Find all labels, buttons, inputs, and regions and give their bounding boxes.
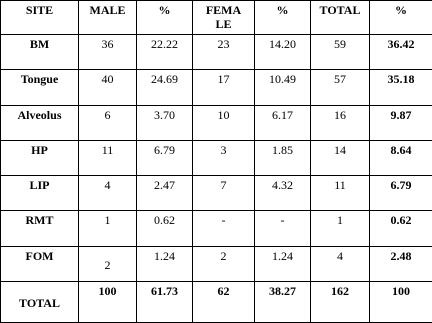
total-female-pct: 38.27 [255, 282, 311, 323]
header-female-part2: LE [215, 17, 231, 31]
cell-site: Tongue [1, 70, 79, 106]
cell-total: 1 [311, 211, 370, 247]
cell-female: 17 [193, 70, 255, 106]
cell-male: 11 [79, 141, 137, 176]
cell-total-pct: 9.87 [370, 106, 432, 141]
table-row [1, 106, 432, 141]
cell-site: LIP [1, 176, 79, 211]
cell-male-pct: 6.79 [137, 141, 193, 176]
cell-total: 57 [311, 70, 370, 106]
cell-male-pct: 1.24 [137, 247, 193, 282]
cell-female-pct: 6.17 [255, 106, 311, 141]
cell-female: 7 [193, 176, 255, 211]
cell-male-pct: 0.62 [137, 211, 193, 247]
cell-male: 6 [79, 106, 137, 141]
cell-male-pct: 22.22 [137, 35, 193, 70]
total-row [1, 282, 432, 323]
cell-male-pct: 24.69 [137, 70, 193, 106]
header-total: TOTAL [311, 1, 370, 35]
cell-male: 4 [79, 176, 137, 211]
cell-total: 14 [311, 141, 370, 176]
cell-total: 11 [311, 176, 370, 211]
cell-total-pct: 35.18 [370, 70, 432, 106]
cell-site: RMT [1, 211, 79, 247]
table-row [1, 247, 432, 282]
cell-male-pct: 2.47 [137, 176, 193, 211]
cell-total-pct: 36.42 [370, 35, 432, 70]
header-male-pct: % [137, 1, 193, 35]
cell-female: 10 [193, 106, 255, 141]
table-row [1, 211, 432, 247]
cell-female-pct: 10.49 [255, 70, 311, 106]
header-site: SITE [1, 1, 79, 35]
cell-female-pct: 4.32 [255, 176, 311, 211]
cell-total-pct: 8.64 [370, 141, 432, 176]
total-male-pct: 61.73 [137, 282, 193, 323]
total-total-pct: 100 [370, 282, 432, 323]
cell-male: 36 [79, 35, 137, 70]
cell-female: - [193, 211, 255, 247]
table-row [1, 35, 432, 70]
header-female-pct: % [255, 1, 311, 35]
cell-female: 3 [193, 141, 255, 176]
cell-male-pct: 3.70 [137, 106, 193, 141]
cell-site: FOM [1, 247, 79, 282]
total-male: 100 [79, 282, 137, 323]
cell-male: 1 [79, 211, 137, 247]
total-total: 162 [311, 282, 370, 323]
cell-total-pct: 2.48 [370, 247, 432, 282]
header-row [1, 1, 432, 35]
cell-female-pct: 14.20 [255, 35, 311, 70]
cell-total: 4 [311, 247, 370, 282]
table-row [1, 176, 432, 211]
cell-female-pct: 1.85 [255, 141, 311, 176]
cell-total-pct: 0.62 [370, 211, 432, 247]
cell-site: BM [1, 35, 79, 70]
cell-site: HP [1, 141, 79, 176]
cell-site: Alveolus [1, 106, 79, 141]
header-female-part1: FEMA [206, 3, 241, 17]
header-total-pct: % [370, 1, 432, 35]
cell-total-pct: 6.79 [370, 176, 432, 211]
cell-female: 2 [193, 247, 255, 282]
table-row [1, 70, 432, 106]
table-row [1, 141, 432, 176]
cell-male: 2 [79, 247, 137, 282]
cell-female: 23 [193, 35, 255, 70]
cell-female-pct: 1.24 [255, 247, 311, 282]
cell-female-pct: - [255, 211, 311, 247]
header-male: MALE [79, 1, 137, 35]
cell-total: 16 [311, 106, 370, 141]
cell-male: 40 [79, 70, 137, 106]
cell-total: 59 [311, 35, 370, 70]
total-label: TOTAL [1, 282, 79, 323]
total-female: 62 [193, 282, 255, 323]
header-female [193, 1, 255, 35]
